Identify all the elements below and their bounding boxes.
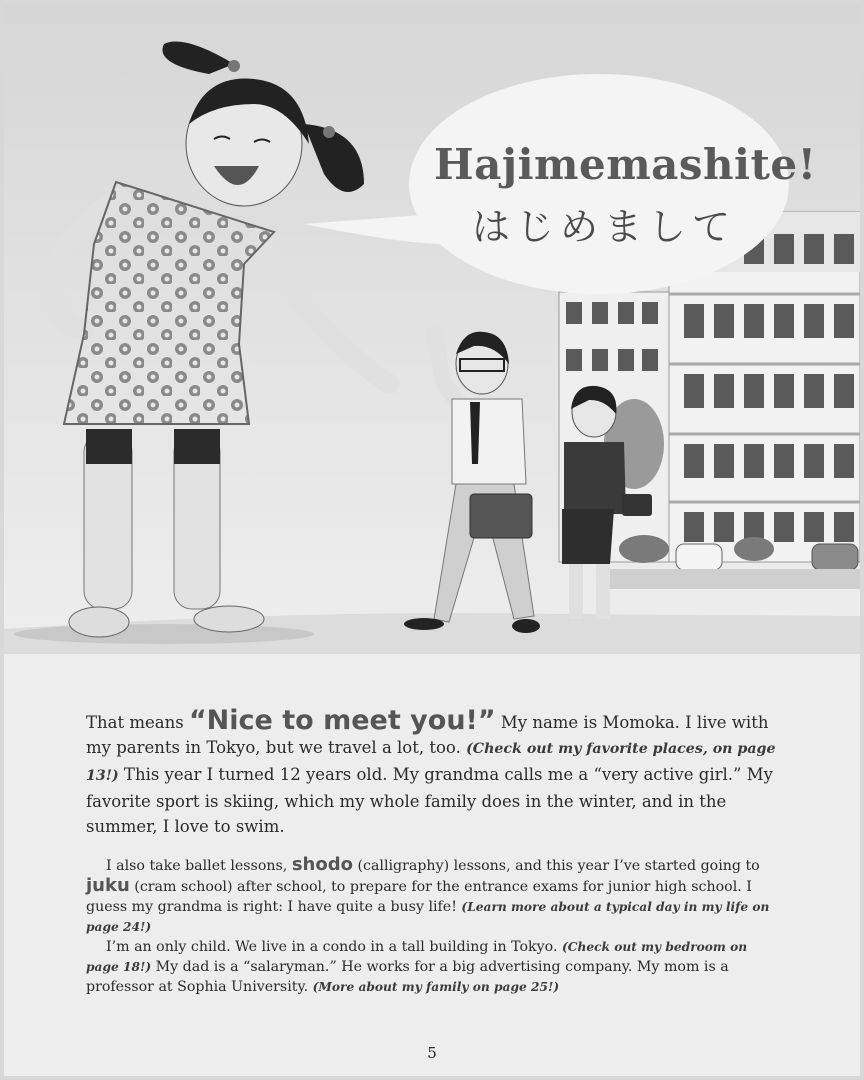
term-shodo: shodo bbox=[291, 854, 353, 875]
page-reference: (Check out my favorite places, on page 13!) bbox=[86, 741, 776, 784]
paragraph-family bbox=[86, 937, 776, 997]
term-juku: juku bbox=[86, 875, 130, 896]
nice-to-meet-you-phrase: “Nice to meet you!” bbox=[188, 705, 496, 736]
text-run: (cram school) after school, to prepare for the entrance exams for junior high school. I guess my grandma is right: I have quite a busy life! bbox=[86, 879, 752, 915]
text-run: I also take ballet lessons, bbox=[106, 858, 292, 874]
speech-bubble-text bbox=[434, 140, 817, 251]
text-run: I’m an only child. We live in a condo in a tall building in Tokyo. bbox=[106, 939, 562, 955]
text-run: That means bbox=[86, 713, 189, 732]
text-run: My name is Momoka. I live with my parents in Tokyo, but we travel a lot, too. bbox=[86, 713, 769, 757]
paragraph-activities bbox=[86, 855, 776, 937]
page-reference: (More about my family on page 25!) bbox=[312, 980, 560, 994]
book-page bbox=[4, 4, 860, 1076]
text-run: This year I turned 12 years old. My grandma calls me a “very active girl.” My favorite sport is skiing, which my whole family does in the winter, and in the summer, I love to swim. bbox=[86, 765, 773, 836]
page-reference: (Learn more about a typical day in my life on page 24!) bbox=[86, 900, 770, 934]
page-reference: (Check out my bedroom on page 18!) bbox=[86, 940, 748, 974]
text-run: My dad is a “salaryman.” He works for a big advertising company. My mom is a professor at Sophia University. bbox=[86, 959, 729, 995]
page-number: 5 bbox=[427, 1044, 437, 1062]
greeting-japanese: はじめまして bbox=[471, 205, 736, 249]
body-text bbox=[86, 705, 776, 997]
greeting-romaji: Hajimemashite! bbox=[434, 140, 817, 189]
illustration-girl-and-parents bbox=[4, 4, 860, 654]
paragraph-intro bbox=[86, 705, 776, 839]
text-run: (calligraphy) lessons, and this year I’ve started going to bbox=[352, 858, 760, 874]
